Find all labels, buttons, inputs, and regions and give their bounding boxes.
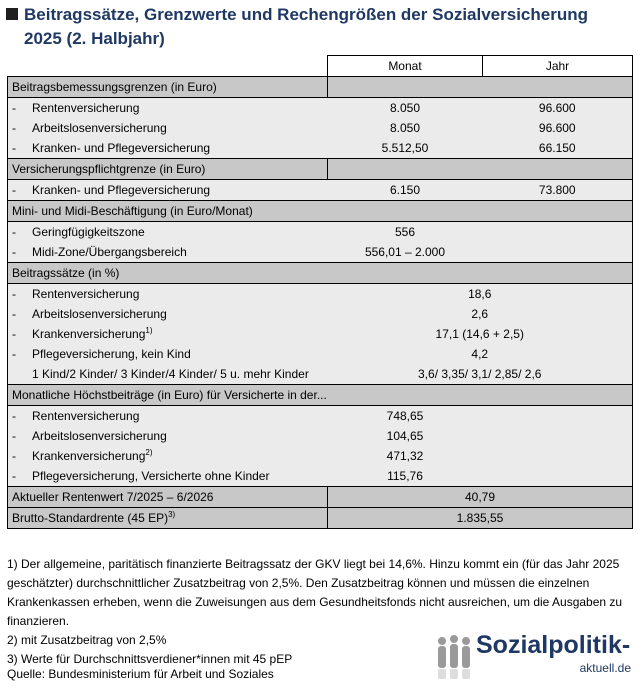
title-line-2: 2025 (2. Halbjahr) (24, 29, 165, 48)
logo-brand: Sozialpolitik- (476, 631, 631, 659)
people-icon (434, 633, 478, 681)
logo (432, 627, 637, 683)
column-header-monat: Monat (328, 56, 483, 77)
column-header-jahr: Jahr (483, 56, 633, 77)
table-row: - Pflegeversicherung, Versicherte ohne Kinder 115,76 (8, 466, 633, 487)
section-header-saetze: Beitragssätze (in %) (8, 263, 633, 284)
rates-table (7, 55, 633, 529)
section-header-vpg: Versicherungspflichtgrenze (in Euro) (8, 159, 633, 180)
standardrente-row: Brutto-Standardrente (45 EP)$^{3)}$ 1.835,55 (8, 508, 633, 529)
table-row: - Rentenversicherung 8.050 96.600 (8, 98, 633, 119)
table-row: - Krankenversicherung$^{2)}$ 471,32 (8, 446, 633, 466)
table-row: - Arbeitslosenversicherung 104,65 (8, 426, 633, 446)
table-row: - Krankenversicherung$^{1)}$ 17,1 (14,6 + 2,5) (8, 324, 633, 344)
table-row: - Arbeitslosenversicherung 2,6 (8, 304, 633, 324)
table-row: - Arbeitslosenversicherung 8.050 96.600 (8, 118, 633, 138)
title-square-icon (6, 8, 18, 20)
table-row: - Geringfügigkeitszone 556 (8, 222, 633, 243)
table-row: - Midi-Zone/Übergangsbereich 556,01 – 2.000 (8, 242, 633, 263)
source-note: Quelle: Bundesministerium für Arbeit und Soziales (7, 667, 274, 681)
section-header-bbg: Beitragsbemessungsgrenzen (in Euro) (8, 77, 633, 98)
logo-sub: aktuell.de (579, 661, 631, 675)
header-row (8, 56, 633, 77)
footnote-1: 1) Der allgemeine, paritätisch finanzierte Beitragssatz der GKV liegt bei 14,6%. Hinzu kommt ein (für das Jahr 2025 geschätzter) durchschnittlicher Zusatzbeitrag von 2,5%. Den Zusatzbeitrag können und müssen die einzelnen Krankenkassen erheben, wenn die Zuweisungen aus dem Gesundheitsfonds nicht ausreichen, um die Ausgaben zu finanzieren. (7, 557, 623, 628)
rentenwert-row: Aktueller Rentenwert 7/2025 – 6/2026 40,79 (8, 487, 633, 508)
table-row: - Rentenversicherung 18,6 (8, 284, 633, 305)
section-header-mini: Mini- und Midi-Beschäftigung (in Euro/Monat) (8, 201, 633, 222)
footnote-3: 3) Werte für Durchschnittsverdiener*innen mit 45 pEP (7, 652, 293, 666)
table-row: - Rentenversicherung 748,65 (8, 406, 633, 427)
table-row: - Kranken- und Pflegeversicherung 5.512,50 66.150 (8, 138, 633, 159)
page-title (6, 3, 636, 51)
table-row: - Pflegeversicherung, kein Kind 4,2 (8, 344, 633, 364)
title-line-1: Beitragssätze, Grenzwerte und Rechengrößen der Sozialversicherung (24, 5, 588, 24)
section-header-hoechst: Monatliche Höchstbeiträge (in Euro) für Versicherte in der... (8, 385, 633, 406)
table-row: 1 Kind/2 Kinder/ 3 Kinder/4 Kinder/ 5 u. mehr Kinder 3,6/ 3,35/ 3,1/ 2,85/ 2,6 (8, 364, 633, 385)
footnote-2: 2) mit Zusatzbeitrag von 2,5% (7, 633, 167, 647)
table-row: - Kranken- und Pflegeversicherung 6.150 73.800 (8, 180, 633, 201)
